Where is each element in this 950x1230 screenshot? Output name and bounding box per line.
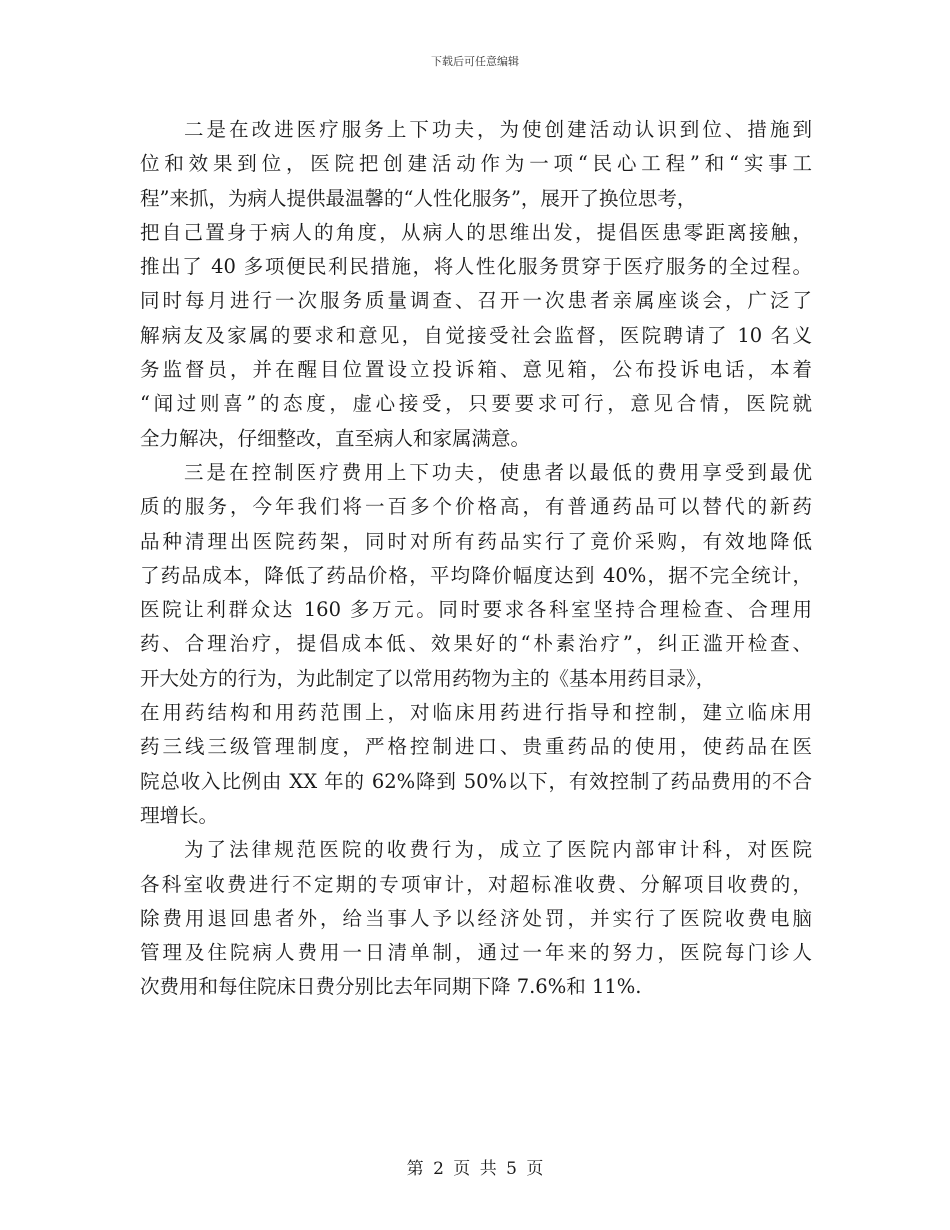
paragraph-line: 院总收入比例由 XX 年的 62%降到 50%以下，有效控制了药品费用的不合 xyxy=(140,769,812,793)
paragraph-line: 了药品成本，降低了药品价格，平均降价幅度达到 40%，据不完全统计， xyxy=(140,563,812,587)
paragraph-line: 二是在改进医疗服务上下功夫，为使创建活动认识到位、措施到 xyxy=(184,118,812,141)
paragraph-line: 务监督员，并在醒目位置设立投诉箱、意见箱，公布投诉电话，本着 xyxy=(140,358,812,382)
paragraph-line: 三是在控制医疗费用上下功夫，使患者以最低的费用享受到最优 xyxy=(184,460,812,484)
paragraph-line: 解病友及家属的要求和意见，自觉接受社会监督，医院聘请了 10 名义 xyxy=(140,323,812,347)
paragraph-line: 品种清理出医院药架，同时对所有药品实行了竟价采购，有效地降低 xyxy=(140,529,812,553)
paragraph-cost-control xyxy=(140,456,812,833)
paragraph-line: 药、合理治疗，提倡成本低、效果好的“朴素治疗”，纠正滥开检查、 xyxy=(140,632,812,656)
paragraph-line: 各科室收费进行不定期的专项审计，对超标准收费、分解项目收费的， xyxy=(140,872,812,896)
page-number: 第 2 页 共 5 页 xyxy=(406,1159,544,1179)
paragraph-line: 在用药结构和用药范围上，对临床用药进行指导和控制，建立临床用 xyxy=(140,701,812,725)
paragraph-line: 除费用退回患者外，给当事人予以经济处罚，并实行了医院收费电脑 xyxy=(140,906,812,930)
paragraph-service xyxy=(140,113,812,456)
paragraph-line: 医院让利群众达 160 多万元。同时要求各科室坚持合理检查、合理用 xyxy=(140,598,812,622)
paragraph-line: 程”来抓，为病人提供最温馨的“人性化服务”，展开了换位思考， xyxy=(140,186,697,210)
paragraph-line: 把自己置身于病人的角度，从病人的思维出发，提倡医患零距离接触， xyxy=(140,220,812,244)
page-header: 下载后可任意编辑 xyxy=(431,55,519,68)
paragraph-line: 位和效果到位，医院把创建活动作为一项“民心工程”和“实事工 xyxy=(140,152,812,176)
paragraph-line: 管理及住院病人费用一日清单制，通过一年来的努力，医院每门诊人 xyxy=(140,941,812,965)
paragraph-line: “闻过则喜”的态度，虚心接受，只要要求可行，意见合情，医院就 xyxy=(140,392,812,416)
paragraph-line: 推出了 40 多项便民利民措施，将人性化服务贯穿于医疗服务的全过程。 xyxy=(140,255,812,279)
paragraph-line: 质的服务，今年我们将一百多个价格高，有普通药品可以替代的新药 xyxy=(140,495,812,519)
document-body xyxy=(140,113,812,1005)
paragraph-line: 为了法律规范医院的收费行为，成立了医院内部审计科，对医院 xyxy=(184,838,812,862)
paragraph-line: 全力解决，仔细整改，直至病人和家属满意。 xyxy=(140,426,531,450)
paragraph-line: 次费用和每住院床日费分别比去年同期下降 7.6%和 11%. xyxy=(140,975,642,999)
paragraph-billing xyxy=(140,833,812,1004)
paragraph-line: 同时每月进行一次服务质量调查、召开一次患者亲属座谈会，广泛了 xyxy=(140,289,812,313)
paragraph-line: 理增长。 xyxy=(140,803,219,827)
paragraph-line: 药三线三级管理制度，严格控制进口、贵重药品的使用，使药品在医 xyxy=(140,735,812,759)
paragraph-line: 开大处方的行为，为此制定了以常用药物为主的《基本用药目录》， xyxy=(140,666,716,690)
